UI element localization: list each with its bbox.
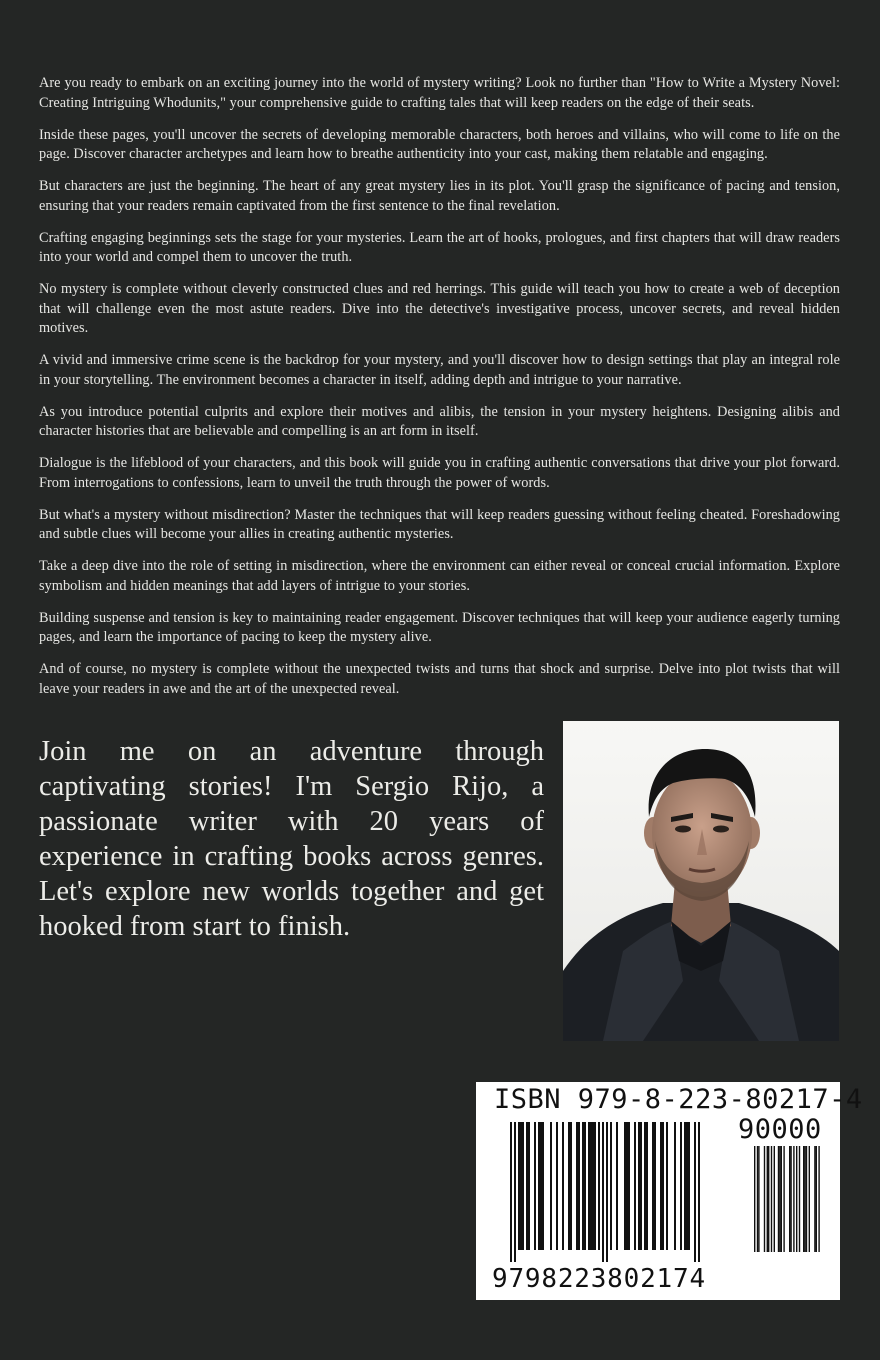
barcode-bar <box>568 1122 570 1250</box>
barcode-bar <box>771 1146 772 1252</box>
barcode-bar <box>768 1146 769 1252</box>
barcode-bar <box>796 1146 797 1252</box>
blurb-paragraph: Are you ready to embark on an exciting journey into the world of mystery writing? Look no further than "How to Write a Mystery Novel: Creating Intriguing Whodunits," your comprehensive guide to crafting tales that will keep readers on the edge of their seats. <box>39 75 840 111</box>
barcode-bar <box>542 1122 544 1250</box>
barcode-bar <box>634 1122 636 1250</box>
barcode-bar <box>789 1146 790 1252</box>
barcode-bar <box>626 1122 628 1250</box>
barcode-bar <box>799 1146 800 1252</box>
barcode-bar <box>638 1122 640 1250</box>
barcode-bar <box>662 1122 664 1250</box>
barcode-bar <box>592 1122 594 1250</box>
barcode-bar <box>660 1122 662 1250</box>
barcode-bar <box>520 1122 522 1250</box>
barcode-bar <box>590 1122 592 1250</box>
barcode-bar <box>806 1146 807 1252</box>
price-code: 90000 <box>738 1114 822 1145</box>
blurb-paragraph: Building suspense and tension is key to maintaining reader engagement. Discover techniques that will keep your audience eagerly turning pages, and learn the importance of pacing to keep the mystery alive. <box>39 609 840 645</box>
barcode-bar <box>652 1122 654 1250</box>
barcode-bar <box>610 1122 612 1250</box>
barcode-bar <box>814 1146 815 1252</box>
barcode-bar <box>644 1122 646 1250</box>
barcode-bar <box>818 1146 819 1252</box>
barcode-bar <box>562 1122 564 1250</box>
barcode-bar <box>774 1146 775 1252</box>
author-portrait-icon <box>563 721 839 1041</box>
barcode-bar <box>767 1146 768 1252</box>
barcode-bar <box>538 1122 540 1250</box>
barcode-bar <box>694 1122 696 1262</box>
barcode-bar <box>514 1122 516 1262</box>
blurb-paragraph: As you introduce potential culprits and explore their motives and alibis, the tension in your mystery heightens. Designing alibis and character histories that are believable and compelling is an art form in itself. <box>39 403 840 439</box>
barcode-bar <box>528 1122 530 1250</box>
barcode-bar <box>779 1146 780 1252</box>
barcode-bar <box>783 1146 784 1252</box>
barcode-bar <box>803 1146 804 1252</box>
barcode-bar <box>576 1122 578 1250</box>
blurb-paragraph: And of course, no mystery is complete without the unexpected twists and turns that shock and surprise. Delve into plot twists that will leave your readers in awe and the art of the unexpected reveal. <box>39 661 840 697</box>
author-photo <box>563 721 839 1041</box>
barcode-bar <box>624 1122 626 1250</box>
blurb-paragraph: Inside these pages, you'll uncover the secrets of developing memorable characters, both heroes and villains, who will come to life on the page. Discover character archetypes and learn how to breathe authenticity into your cast, making them relatable and engaging. <box>39 126 840 162</box>
barcode-bar <box>598 1122 600 1250</box>
barcode-bar <box>680 1122 682 1250</box>
barcode-bar <box>594 1122 596 1250</box>
barcode-bar <box>540 1122 542 1250</box>
barcode-bar <box>688 1122 690 1250</box>
isbn-label: ISBN 979-8-223-80217-4 <box>494 1084 863 1115</box>
barcode-bar <box>686 1122 688 1250</box>
barcode-bar <box>674 1122 676 1250</box>
barcode-bar <box>510 1122 512 1262</box>
barcode-bar <box>778 1146 779 1252</box>
blurb-paragraph: Crafting engaging beginnings sets the stage for your mysteries. Learn the art of hooks, prologues, and first chapters that will draw readers into your world and compel them to uncover the truth. <box>39 229 840 265</box>
barcode-bar <box>666 1122 668 1250</box>
blurb-paragraph: Dialogue is the lifeblood of your characters, and this book will guide you in crafting authentic conversations that drive your plot forward. From interrogations to confessions, learn to unveil the truth through the power of words. <box>39 455 840 491</box>
barcode-bar <box>578 1122 580 1250</box>
barcode-bar <box>522 1122 524 1250</box>
barcode-bar <box>698 1122 700 1262</box>
barcode-bar <box>602 1122 604 1262</box>
barcode-bar <box>646 1122 648 1250</box>
barcode-bar <box>764 1146 765 1252</box>
barcode-bar <box>804 1146 805 1252</box>
barcode-bar <box>754 1146 755 1252</box>
barcode-bar <box>684 1122 686 1250</box>
barcode-bar <box>809 1146 810 1252</box>
ean13-bars <box>510 1122 710 1262</box>
barcode-bar <box>526 1122 528 1250</box>
barcode-bar <box>534 1122 536 1250</box>
barcode-bar <box>606 1122 608 1262</box>
barcode-bar <box>816 1146 817 1252</box>
blurb-paragraph: Take a deep dive into the role of setting in misdirection, where the environment can either reveal or conceal crucial information. Explore symbolism and hidden meanings that add layers of intrigue to your stories. <box>39 558 840 594</box>
blurb-paragraph: But what's a mystery without misdirection? Master the techniques that will keep readers guessing without feeling cheated. Foreshadowing and subtle clues will become your allies in creating authentic mysteries. <box>39 506 840 542</box>
barcode-bar <box>582 1122 584 1250</box>
barcode-digits: 9798223802174 <box>492 1264 706 1294</box>
barcode-bar <box>793 1146 794 1252</box>
blurb-paragraph: A vivid and immersive crime scene is the backdrop for your mystery, and you'll discover how to design settings that play an integral role in your storytelling. The environment becomes a character in itself, adding depth and intrigue to your narrative. <box>39 352 840 388</box>
barcode-bar <box>550 1122 552 1250</box>
barcode-bar <box>654 1122 656 1250</box>
barcode-bar <box>640 1122 642 1250</box>
barcode-bar <box>570 1122 572 1250</box>
barcode-bar <box>518 1122 520 1250</box>
blurb-paragraph: But characters are just the beginning. The heart of any great mystery lies in its plot. You'll grasp the significance of pacing and tension, ensuring that your readers remain captivated from the first sentence to the final revelation. <box>39 178 840 214</box>
isbn-barcode <box>476 1082 863 1300</box>
barcode-bar <box>584 1122 586 1250</box>
back-cover-blurb <box>39 74 840 712</box>
author-bio: Join me on an adventure through captivating stories! I'm Sergio Rijo, a passionate writer with 20 years of experience in crafting books across genres. Let's explore new worlds together and get hooked from start to finish. <box>39 736 544 942</box>
barcode-bar <box>790 1146 791 1252</box>
barcode-bar <box>556 1122 558 1250</box>
barcode-bar <box>588 1122 590 1250</box>
barcode-bar <box>628 1122 630 1250</box>
blurb-paragraph: No mystery is complete without cleverly constructed clues and red herrings. This guide will teach you how to create a web of deception that will challenge even the most astute readers. Dive into the detective's investigative process, uncover secrets, and reveal hidden motives. <box>39 281 840 336</box>
barcode-bar <box>781 1146 782 1252</box>
barcode-bar <box>758 1146 759 1252</box>
barcode-bar <box>757 1146 758 1252</box>
barcode-bar <box>616 1122 618 1250</box>
addon-bars <box>754 1146 822 1256</box>
